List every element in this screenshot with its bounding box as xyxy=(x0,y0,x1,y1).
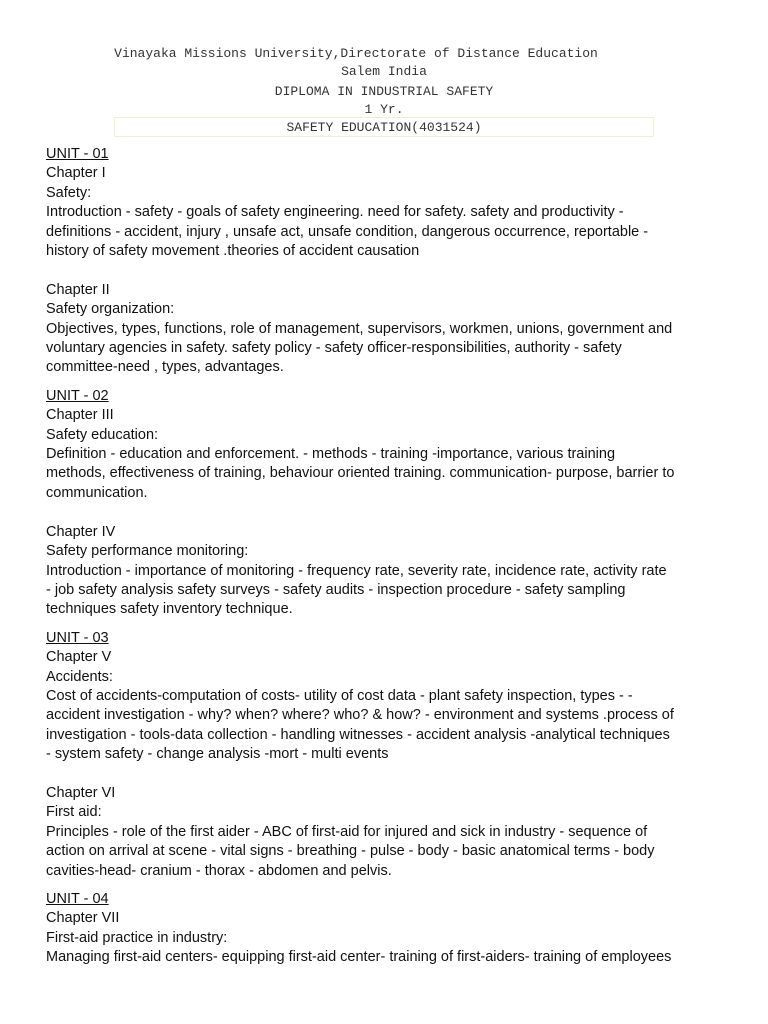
course-duration: 1 Yr. xyxy=(364,102,404,117)
chapter-title: Chapter III xyxy=(46,407,114,424)
chapter-title: Chapter I xyxy=(46,165,106,182)
chapter-heading: First-aid practice in industry: xyxy=(46,929,228,946)
chapter-text-line: methods, effectiveness of training, behaviour oriented training. communication- purpose, barrier to xyxy=(46,465,675,482)
syllabus-body xyxy=(46,145,726,968)
chapter-text-line: Cost of accidents-computation of costs- utility of cost data - plant safety inspection, types - - xyxy=(46,687,633,704)
chapter-title: Chapter VI xyxy=(46,784,116,801)
chapter-heading: Safety: xyxy=(46,184,92,201)
unit-title: UNIT - 02 xyxy=(46,387,109,404)
chapter-title: Chapter VII xyxy=(46,910,120,927)
chapter-title: Chapter II xyxy=(46,281,110,298)
chapter-text-line: investigation - tools-data collection - handling witnesses - accident analysis -analytical techniques xyxy=(46,726,670,743)
chapter-text-line: Principles - role of the first aider - ABC of first-aid for injured and sick in industry - sequence of xyxy=(46,823,648,840)
chapter-heading: Safety performance monitoring: xyxy=(46,543,249,560)
chapter-text-line: definitions - accident, injury , unsafe act, unsafe condition, dangerous occurrence, reportable - xyxy=(46,223,649,240)
unit-title: UNIT - 04 xyxy=(46,890,109,907)
unit-title: UNIT - 01 xyxy=(46,146,109,162)
chapter-heading: Safety organization: xyxy=(46,301,175,318)
chapter-text-line: - system safety - change analysis -mort - multi events xyxy=(46,746,389,763)
chapter-text-line: techniques safety inventory technique. xyxy=(46,601,293,618)
subject-title: SAFETY EDUCATION(4031524) xyxy=(114,117,654,137)
diploma-title: DIPLOMA IN INDUSTRIAL SAFETY xyxy=(274,84,494,99)
chapter-text-line: Objectives, types, functions, role of management, supervisors, workmen, unions, government and xyxy=(46,320,673,337)
chapter-text-line: voluntary agencies in safety. safety policy - safety officer-responsibilities, authority - safety xyxy=(46,340,622,357)
chapter-heading: First aid: xyxy=(46,804,102,821)
chapter-text-line: Definition - education and enforcement. - methods - training -importance, various training xyxy=(46,446,616,463)
chapter-heading: Safety education: xyxy=(46,426,159,443)
chapter-text-line: committee-need , types, advantages. xyxy=(46,359,284,376)
chapter-text-line: Introduction - importance of monitoring - frequency rate, severity rate, incidence rate, activity rate xyxy=(46,562,667,579)
unit-title: UNIT - 03 xyxy=(46,629,109,646)
university-name: Vinayaka Missions University,Directorate of Distance Education xyxy=(114,46,598,61)
chapter-heading: Accidents: xyxy=(46,668,113,685)
chapter-text-line: accident investigation - why? when? where? who? & how? - environment and systems .process of xyxy=(46,707,674,724)
chapter-text-line: - job safety analysis safety surveys - safety audits - inspection procedure - safety sampling xyxy=(46,581,626,598)
chapter-text-line: cavities-head- cranium - thorax - abdomen and pelvis. xyxy=(46,862,392,879)
chapter-text-line: communication. xyxy=(46,484,148,501)
chapter-text-line: history of safety movement .theories of accident causation xyxy=(46,243,420,260)
chapter-text-line: Managing first-aid centers- equipping first-aid center- training of first-aiders- training of employees xyxy=(46,949,672,966)
chapter-title: Chapter V xyxy=(46,649,112,666)
chapter-text-line: action on arrival at scene - vital signs - breathing - pulse - body - basic anatomical terms - body xyxy=(46,843,655,860)
chapter-title: Chapter IV xyxy=(46,523,116,540)
university-location: Salem India xyxy=(341,64,427,79)
chapter-text-line: Introduction - safety - goals of safety engineering. need for safety. safety and productivity - xyxy=(46,204,624,221)
